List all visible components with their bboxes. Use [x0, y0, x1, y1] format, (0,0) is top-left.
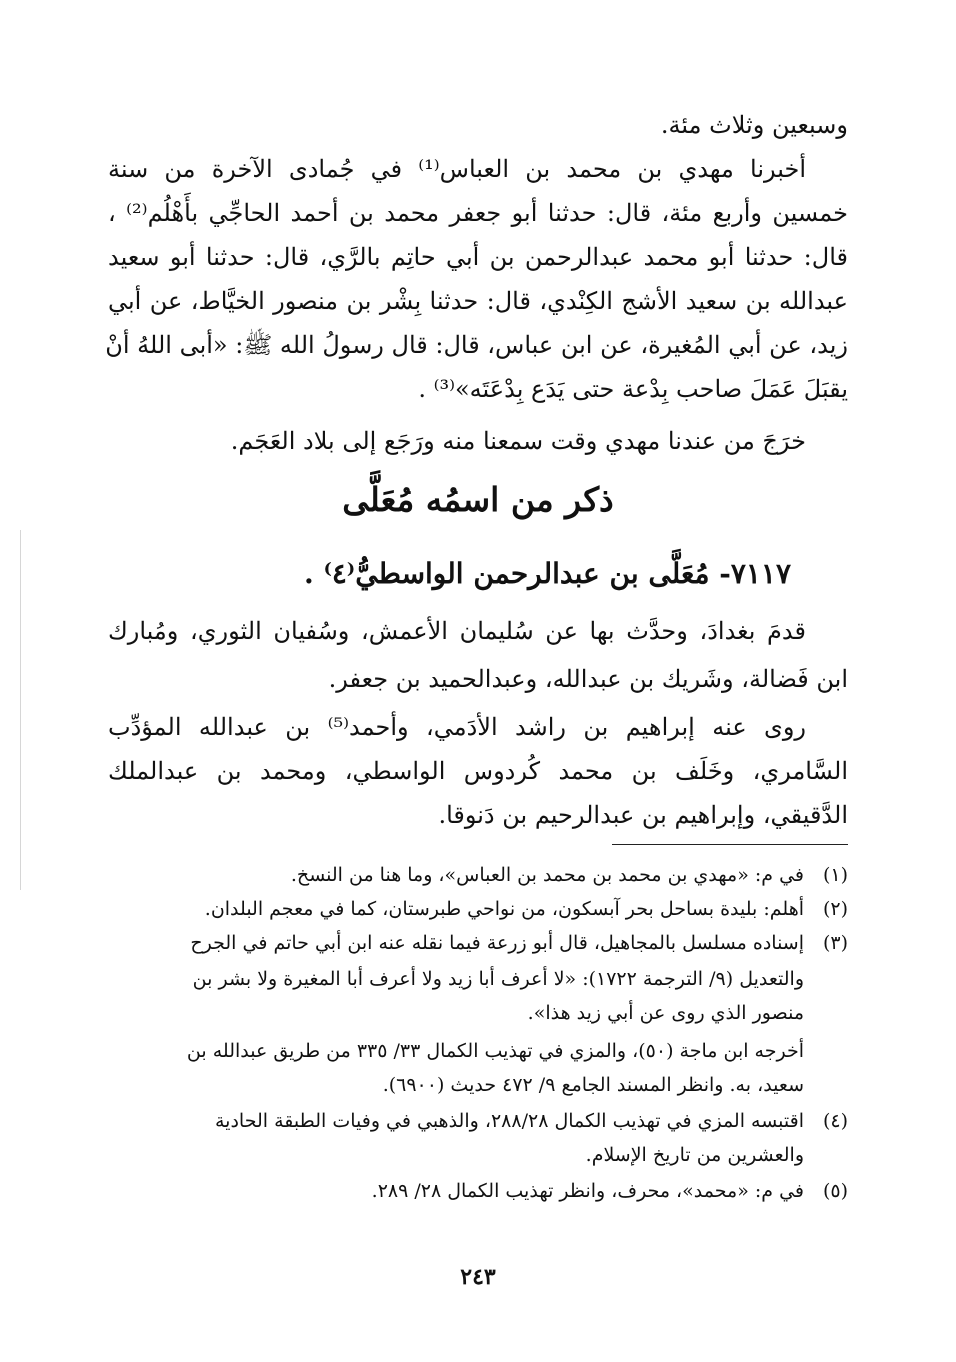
section-heading: ذكر من اسمُه مُعَلَّى [342, 480, 614, 519]
footnote-3-line-5: سعيد، به. وانظر المسند الجامع ٩/ ٤٧٢ حديث (٦٩٠٠). [382, 1074, 804, 1096]
entry-line-4: السَّامري، وخَلَف بن محمد كُردوس الواسطي، ومحمد بن عبدالملك [108, 757, 848, 785]
footnote-4 [108, 1106, 848, 1137]
footnote-1 [108, 860, 848, 891]
body-line-2: أخبرنا مهدي بن محمد بن العباس⁽¹⁾ في جُمادى الآخرة من سنة [108, 155, 806, 183]
footnote-text: إسناده مسلسل بالمجاهيل، قال أبو زرعة فيما نقله عنه ابن أبي حاتم في الجرح [190, 932, 804, 954]
entry-line-3: روى عنه إبراهيم بن راشد الأدَمي، وأحمد⁽⁵⁾ بن عبدالله المؤدِّب [108, 713, 806, 741]
footnote-text: في م: «محمد»، محرف، وانظر تهذيب الكمال ٢٨/ ٢٨٩. [371, 1180, 804, 1202]
footnote-number: (٢) [822, 898, 848, 920]
body-line-1: وسبعين وثلاث مئة. [660, 111, 848, 139]
entry-line-1: قدمَ بغدادَ، وحدَّث بها عن سُليمان الأعمش، وسُفيان الثوري، ومُبارك [108, 617, 806, 645]
body-line-8: خرَجَ من عندنا مهدي وقت سمعنا منه ورَجَع إلى بلاد العَجَم. [230, 427, 806, 455]
footnote-5 [108, 1176, 848, 1207]
footnote-3-line-4: أخرجه ابن ماجة (٥٠)، والمزي في تهذيب الكمال ٣٣/ ٣٣٥ من طريق عبدالله بن [186, 1040, 804, 1062]
page-number: ٢٤٣ [460, 1264, 496, 1290]
footnote-number: (٤) [822, 1110, 848, 1132]
entry-line-2: ابن فَضالة، وشَريك بن عبدالله، وعبدالحميد بن جعفر. [328, 665, 848, 693]
body-line-5: عبدالله بن سعيد الأشج الكِنْدي، قال: حدثنا بِشْر بن منصور الخيَّاط، عن أبي [108, 287, 848, 315]
body-line-6: زيد، عن أبي المُغيرة، عن ابن عباس، قال: قال رسولُ الله ﷺ: «أبى اللهُ أنْ [105, 331, 848, 359]
body-line-7: يقبَلَ عَمَلَ صاحب بِدْعة حتى يَدَع بِدْعَتَه»⁽³⁾ . [418, 375, 848, 403]
body-line-3: خمسين وأربع مئة، قال: حدثنا أبو جعفر محمد بن أحمد الحاجِّي بأَهْلُم⁽²⁾ ، [108, 199, 848, 227]
footnote-text: في م: «مهدي بن محمد بن محمد بن العباس»، وما هنا من النسخ. [290, 864, 804, 886]
footnote-separator [612, 844, 848, 845]
footnote-number: (٣) [822, 932, 848, 954]
footnote-4-line-2: والعشرين من تاريخ الإسلام. [585, 1144, 804, 1166]
entry-line-5: الدَّقيقي، وإبراهيم بن عبدالرحيم بن دَنوقا. [438, 801, 848, 829]
footnote-number: (٥) [822, 1180, 848, 1202]
footnote-2 [108, 894, 848, 925]
footnote-number: (١) [822, 864, 848, 886]
footnote-text: أهلم: بليدة بساحل بحر آبسكون، من نواحي طبرستان، كما في معجم البلدان. [204, 898, 804, 920]
entry-heading: ٧١١٧- مُعَلَّى بن عبدالرحمن الواسطيُّ⁽٤⁾ . [304, 557, 791, 590]
footnote-text: اقتبسه المزي في تهذيب الكمال ٢٨٨/٢٨، والذهبي في وفيات الطبقة الحادية [215, 1110, 804, 1132]
footnote-3 [108, 928, 848, 959]
footnote-3-line-2: والتعديل (٩/ الترجمة ١٧٢٢): «لا أعرف أبا زيد ولا أعرف أبا المغيرة ولا بشر بن [192, 968, 804, 990]
scan-margin-line [20, 530, 21, 890]
body-line-4: قال: حدثنا أبو محمد عبدالرحمن بن أبي حاتِم بالرَّي، قال: حدثنا أبو سعيد [108, 243, 848, 271]
footnote-3-line-3: منصور الذي روى عن أبي زيد هذا». [527, 1002, 804, 1024]
